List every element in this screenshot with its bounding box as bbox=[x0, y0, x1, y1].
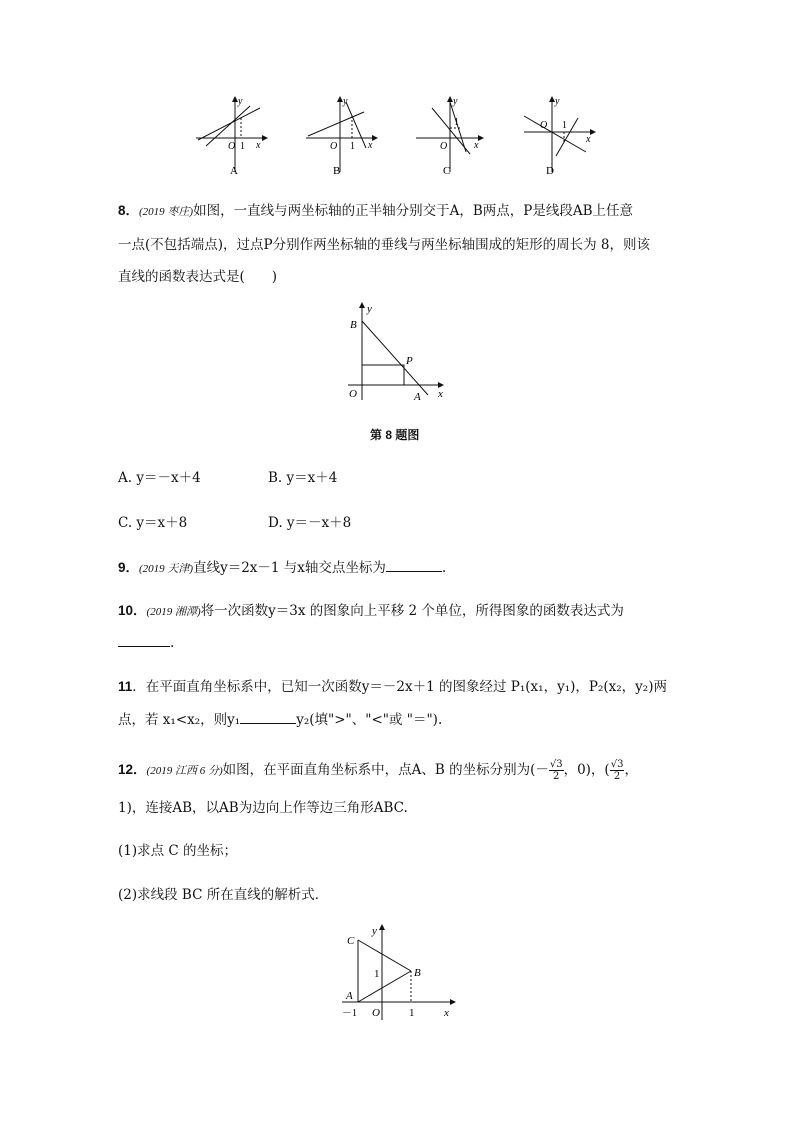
q12-frac1-num: √3 bbox=[549, 759, 563, 770]
q10-answer-blank[interactable] bbox=[118, 634, 170, 647]
q12-fig-a: A bbox=[346, 990, 353, 1002]
q7c-x: x bbox=[474, 140, 479, 151]
q7d-o: O bbox=[540, 120, 548, 131]
q8-number: 8 bbox=[118, 203, 126, 218]
q10-text-end: . bbox=[170, 635, 175, 651]
q12-text-1c: ， bbox=[624, 762, 638, 778]
q12-fraction-1 bbox=[549, 759, 564, 782]
q12-source: (2019 江西 6 分) bbox=[146, 765, 223, 777]
q8-fig-y: y bbox=[367, 303, 372, 315]
q7d-1: 1 bbox=[562, 120, 567, 131]
q7d-x: x bbox=[586, 134, 591, 145]
q8-option-b: B. y＝x＋4 bbox=[268, 470, 338, 486]
q7b-y: y bbox=[343, 96, 348, 107]
q12-fig-y: y bbox=[372, 925, 377, 937]
q12-fig-o: O bbox=[372, 1007, 380, 1019]
q11-line1 bbox=[118, 678, 667, 696]
q7a-o: O bbox=[228, 141, 236, 152]
q12-frac2-num: √3 bbox=[610, 759, 624, 770]
q8-fig-p: P bbox=[406, 355, 413, 367]
q10-line1: 10．(2019 湘潭)将一次函数y＝3x 的图象向上平移 2 个单位，所得图象的函数表达式为 bbox=[118, 603, 624, 619]
q8-text-1: 如图，一直线与两坐标轴的正半轴分别交于A，B两点，P是线段AB上任意 bbox=[193, 203, 634, 219]
q7a-1: 1 bbox=[240, 141, 245, 152]
q12-fig-x: x bbox=[444, 1007, 449, 1019]
q12-fig-b: B bbox=[414, 967, 421, 979]
q11-text-2b: y₂(填">"、"<"或 "＝"). bbox=[296, 712, 443, 728]
q12-frac1-den: 2 bbox=[553, 771, 560, 782]
q7a-y: y bbox=[238, 96, 243, 107]
q8-fig-o: O bbox=[349, 388, 357, 400]
q12-number: 12 bbox=[118, 762, 134, 777]
q10-text-1: 将一次函数y＝3x 的图象向上平移 2 个单位，所得图象的函数表达式为 bbox=[200, 603, 624, 619]
q11-text-1: ．在平面直角坐标系中，已知一次函数y＝－2x＋1 的图象经过 P₁(x₁，y₁)，P₂(x₂，y₂)两 bbox=[132, 679, 667, 695]
q7b-1: 1 bbox=[350, 141, 355, 152]
q9-number: 9 bbox=[118, 560, 126, 575]
q7-label-b: B bbox=[333, 165, 341, 176]
q12-text-1a: 如图，在平面直角坐标系中，点A、B 的坐标分别为(－ bbox=[222, 762, 549, 778]
q12-fig-1y: 1 bbox=[374, 968, 380, 980]
q8-line1: 8．(2019 枣庄)如图，一直线与两坐标轴的正半轴分别交于A，B两点，P是线段AB上任意 bbox=[118, 203, 634, 219]
q12-figure bbox=[336, 920, 466, 1024]
q8-figure bbox=[340, 298, 450, 406]
q10-source: (2019 湘潭) bbox=[146, 606, 201, 618]
q12-frac2-den: 2 bbox=[613, 771, 621, 782]
q7b-x: x bbox=[368, 140, 373, 151]
q7-label-a: A bbox=[230, 165, 238, 176]
q9-answer-blank[interactable] bbox=[386, 559, 442, 572]
q7c-y: y bbox=[453, 96, 458, 107]
q12-fraction-2 bbox=[610, 759, 625, 782]
q9-text-end: . bbox=[441, 560, 447, 576]
q12-fig-c: C bbox=[347, 935, 355, 947]
q9-line: 9．(2019 天津)直线y＝2x－1 与x轴交点坐标为 . bbox=[118, 560, 447, 576]
q7b-o: O bbox=[330, 141, 338, 152]
q12-fig-minus1: －1 bbox=[342, 1008, 357, 1019]
q8-line3: 直线的函数表达式是( ) bbox=[118, 269, 278, 285]
q7-figure-b bbox=[302, 94, 382, 176]
q11-text-2a: 点，若 x₁<x₂，则y₁ bbox=[118, 712, 241, 728]
q8-fig-x: x bbox=[438, 388, 443, 400]
q12-fig-1x: 1 bbox=[409, 1007, 415, 1019]
q8-fig-a: A bbox=[414, 391, 421, 403]
q11-number: 11 bbox=[118, 679, 133, 694]
q8-option-c: C. y＝x＋8 bbox=[118, 515, 188, 531]
q7a-x: x bbox=[256, 140, 261, 151]
q7-label-d: D bbox=[546, 165, 554, 176]
q11-answer-blank[interactable] bbox=[240, 711, 296, 724]
q12-line1: 12．(2019 江西 6 分)如图，在平面直角坐标系中，点A、B 的坐标分别为(－ $\frac{√3}{2}$ ，0)，( $\frac{√3}{2}$ ， bbox=[118, 759, 638, 782]
q8-option-a: A. y＝－x＋4 bbox=[118, 470, 201, 486]
q10-number: 10 bbox=[118, 603, 134, 618]
q10-line2 bbox=[118, 634, 174, 652]
q8-source: (2019 枣庄) bbox=[139, 206, 194, 218]
q7d-y: y bbox=[555, 96, 560, 107]
q7c-o: O bbox=[440, 141, 448, 152]
q7-label-c: C bbox=[443, 165, 451, 176]
q8-fig-b: B bbox=[350, 319, 357, 331]
q7-figure-c bbox=[412, 94, 492, 176]
q11-line2 bbox=[118, 711, 442, 729]
q7-figure-a bbox=[190, 94, 270, 176]
q9-text: 直线y＝2x－1 与x轴交点坐标为 bbox=[193, 560, 386, 576]
q8-figure-caption: 第 8 题图 bbox=[370, 428, 420, 442]
q7-options-figures bbox=[190, 94, 610, 184]
q8-option-d: D. y＝－x＋8 bbox=[268, 515, 352, 531]
q9-source: (2019 天津) bbox=[139, 563, 194, 575]
q12-part1: (1)求点 C 的坐标； bbox=[118, 843, 238, 859]
q12-text-1b: ，0)，( bbox=[563, 762, 610, 778]
q7c-1: 1 bbox=[454, 117, 459, 128]
q8-line2: 一点(不包括端点)，过点P分别作两坐标轴的垂线与两坐标轴围成的矩形的周长为 8，则该 bbox=[118, 237, 650, 253]
q12-line2: 1)，连接AB，以AB为边向上作等边三角形ABC. bbox=[118, 800, 408, 816]
q12-part2: (2)求线段 BC 所在直线的解析式． bbox=[118, 887, 329, 903]
q7-figure-d bbox=[520, 94, 600, 176]
